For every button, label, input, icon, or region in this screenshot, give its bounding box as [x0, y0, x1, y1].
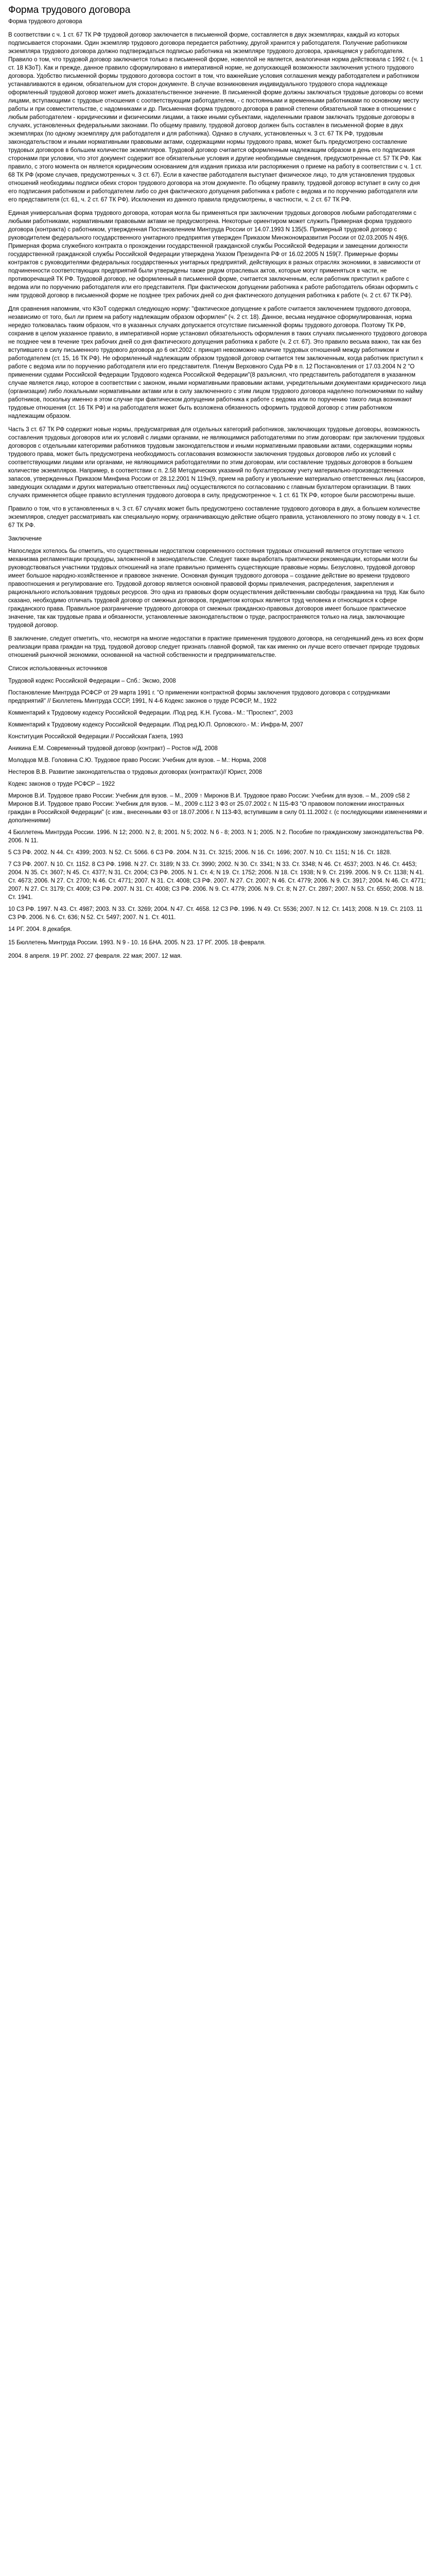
bibliography-list [8, 677, 428, 922]
page-subtitle: Форма трудового договора [8, 19, 82, 25]
bibliography-item: Нестеров В.В. Развитие законодательства о трудовых договорах (контрактах)// Юрист, 2008 [8, 769, 262, 775]
paragraph: Для сравнения напомним, что КЗоТ содержал следующую норму: "фактическое допущение к работе считается заключением трудового договора, независимо от того, был ли прием на работу надлежащим образом оформлен" (ч. 2 ст. 18). Данное, весьма неудачное сформулированная, норма нередко толковалась таким образом, что в указанных случаях допускается отсутствие письменной формы трудового договора. Поэтому ТК РФ, сохранив в целом указанное правило, в императивной норме установил обязательность оформления в таких случаях письменного трудового договора не позднее чем в течение трех рабочих дней со дня фактического допущения работника к работе (ч. 2 ст. 67). Это правило весьма важно, так как без вступившего в силу письменного трудового договора до 6 окт.2002 г. принцип невозможно наличие трудовых отношений между работником и работодателем (ст. 15, 16 ТК РФ). Не оформленный надлежащим образом трудовой договор считается тем заключенным, когда работник приступил к работе с ведома или по поручению работодателя или его представителя. Пленум Верховного Суда РФ в п. 12 Постановления от 17.03.2004 N 2 "О применении судами Российской Федерации Трудового кодекса Российской Федерации"(8 разъяснил, что представитель работодателя в указанном случае является лицо, которое в соответствии с законом, иными нормативными правовыми актами, учредительными документами юридического лица (организации) либо локальными нормативными актами или в силу заключенного с этим лицом трудового договора наделено полномочиями по найму работников, поскольку именно в этом случае при фактическом допущении работника к работе с ведома или по поручению такого лица возникают трудовые отношения (ст. 16 ТК РФ) и на работодателя может быть возложена обязанность оформить трудовой договор с этим работником надлежащим образом. [8, 306, 427, 419]
paragraph: Напоследок хотелось бы отметить, что существенным недостатком современного состояния трудовых отношений является отсутствие четкого механизма регламентации процедуры, заложенной в законодательстве. Следует также выработать практически рекомендации, которыми могли бы руководствоваться участники трудовых отношений на этапе правильно применять существующие правовые нормы. Безусловно, трудовой договор имеет большое народно-хозяйственное и правовое значение. Основная функция трудового договора – создание действие во времени трудового правоотношения и регулирование его. Трудовой договор является основной правовой формы привлечения, распределения, закрепления и рационального использования трудовых ресурсов. Это одна из правовых форм осуществления действенными свободы гражданина на труд. Как было сказано, необходимо отличать трудовой договор от смежных договоров, предметом которых является труд человека и относящихся к сфере гражданского права. Правильное разграничение трудового договора от смежных гражданско-правовых договоров имеет большое практическое значение, так как трудовые права и обязанности, установленные законодательством о труде, распространяются только на лица, заключающие трудовой договор. [8, 548, 425, 629]
bibliography-item: Комментарий к Трудовому кодексу Российской Федерации. /Под ред.Ю.П. Орловского.- М.: Инфра-М, 2007 [8, 722, 303, 728]
bibliography-item: Молодцов М.В. Головина С.Ю. Трудовое право России: Учебник для вузов. – М.: Норма, 2008 [8, 757, 267, 764]
footnote-line: 2004. 8 апреля. 19 РГ. 2002. 27 февраля. 22 мая; 2007. 12 мая. [8, 953, 182, 959]
bibliography-item: 10 С3 РФ. 1997. N 43. Ст. 4987; 2003. N 33. Ст. 3269; 2004. N 47. Ст. 4658. 12 С3 РФ. 1996. N 49. Ст. 5536; 2007. N 12. Ст. 1413; 2008. N 19. Ст. 2103. 11 С3 РФ. 2006. N 6. Ст. 636; N 52. Ст. 5497; 2007. N 1. Ст. 4011. [8, 906, 423, 921]
document-page [0, 0, 436, 976]
paragraph: Часть 3 ст. 67 ТК РФ содержит новые нормы, предусматривая для отдельных категорий работников, заключающих трудовые договоры, возможность составления трудовых договоров или их условий с лицами органами, не являющимися работодателями по этим договорам: при заключении трудовых договоров с отдельными категориями работников трудовым законодательством и иными нормативными правовыми актами, содержащими нормы трудового права, может быть предусмотрена необходимость согласования возможности заключения трудовых договоров либо их условий с соответствующими лицами или органами, не являющимися работодателями по этим договорам, или составление трудовых договоров в большем количестве экземпляров. Например, в соответствии с п. 2.58 Методических указаний по бухгалтерскому учету материально-производственных запасов, утвержденных Приказом Минфина России от 28.12.2001 N 119н(9, прием на работу и увольнение материально ответственных лиц (кассиров, заведующих складами и других материально ответственных лиц) осуществляются по согласованию с главным бухгалтером организации. В таких случаях применяется общее правило вступления трудового договора в силу, предусмотренное ч. 1 ст. 61 ТК РФ, которое были рассмотрены выше. [8, 427, 425, 499]
bibliography-item: Конституция Российской Федерации // Российская Газета, 1993 [8, 734, 183, 740]
bibliography-item: 5 С3 РФ. 2002. N 44. Ст. 4399; 2003. N 52. Ст. 5066. 6 С3 РФ. 2004. N 31. Ст. 3215; 2006. N 16. Ст. 1696; 2007. N 10. Ст. 1151; N 16. Ст. 1828. [8, 850, 392, 856]
bibliography-heading: Список использованных источников [8, 666, 108, 672]
bibliography-item: 4 Бюллетень Минтруда России. 1996. N 12; 2000. N 2, 8; 2001. N 5; 2002. N 6 - 8; 2003. N 1; 2005. N 2. Пособие по гражданскому законодательства РФ. 2006. N 11. [8, 829, 424, 844]
bibliography-item: Комментарий к Трудовому кодексу Российской Федерации. /Под ред. К.Н. Гусова.- М.: "Проспект", 2003 [8, 710, 293, 716]
footnote-tail [8, 925, 428, 960]
bibliography-item: Трудовой кодекс Российской Федерации – Спб.: Эксмо, 2008 [8, 678, 176, 684]
bibliography-item: Аникина Е.М. Современный трудовой договор (контракт) – Ростов н/Д, 2008 [8, 745, 218, 752]
body-text [8, 31, 428, 530]
page-title: Форма трудового договора [8, 5, 131, 15]
conclusion-text [8, 547, 428, 659]
bibliography-item: Кодекс законов о труде РСФСР – 1922 [8, 781, 115, 787]
paragraph: В соответствии с ч. 1 ст. 67 ТК РФ трудовой договор заключается в письменной форме, составляется в двух экземплярах, каждый из которых подписывается сторонами. Один экземпляр трудового договора передается работнику, другой хранится у работодателя. Получение работником экземпляра трудового договора должно подтверждаться подписью работника на экземпляре трудового договора, хранящемся у работодателя. Правило о том, что трудовой договор заключается только в письменной форме, новеллой не является, аналогичная норма действовала с 1992 г. (ч. 1 ст. 18 КЗоТ). Как и прежде, данное правило сформулировано в императивной норме, не допускающей возможности заключения устного трудового договора. Удобство письменной формы трудового договора состоит в том, что важнейшие условия соглашения между работодателем и работником устанавливаются в едином, обязательном для сторон документе. В случае возникновения индивидуального трудового спора надлежаще оформленный трудовой договор может иметь доказательственное значение. В письменной форме должны заключаться трудовые договоры со всеми лицами, вступающими с трудовые отношения с соответствующим работодателем, - с постоянными и временными работниками по основному месту работы и при совместительстве, с надомниками и др. Письменная форма трудового договора в равной степени обязательной также в отношении с любым работодателем - юридическими и физическими лицами, а также иными субъектами, наделенными правом заключать трудовые договоры в случаях, установленных федеральными законами. По общему правилу, трудовой договор должен быть составлен в письменной форме в двух экземплярах (по одному экземпляру для работодателя и для работника). Однако в случаях, установленных ч. 3 ст. 67 ТК РФ, трудовым законодательством и иными нормативными правовыми актами, содержащими нормы трудового права, может быть предусмотрено составление трудовых договоров в большем количестве экземпляров. Трудовой договор считается оформленным надлежащим образом в день его подписания сторонами при условии, что этот документ содержит все обязательные условия и другие необходимые сведения, предусмотренные ст. 57 ТК РФ. Как правило, с этого момента он является юридическим основанием для издания приказа или распоряжения о приеме на работу в соответствии с ч. 1 ст. 68 ТК РФ (кроме случаев, предусмотренных ч. 3 ст. 67). Если в качестве работодателя выступает физическое лицо, то для установления трудовых отношений необходимы подписи обеих сторон трудового договора на этом документе. По общему правилу, трудовой договор вступает в силу со дня его подписания работником и работодателем либо со дня фактического допущения работника к работе с ведома и по поручению работодателя или его представителя (ст. 61, ч. 2 ст. 67 ТК РФ). Исключения из данного правила предусмотрены, в частности, ч. 2 ст. 67 ТК РФ. [8, 32, 424, 203]
paragraph: В заключение, следует отметить, что, несмотря на многие недостатки в практике применения трудового договора, на сегодняшний день из всех форм реализации права граждан на труд, трудовой договор следует признать главной формой, так как именно он лучше всего отвечает природе трудовых отношений рыночной экономики, основанной на частной собственности и предпринимательстве. [8, 636, 424, 658]
bibliography-item: 7 С3 РФ. 2007. N 10. Ст. 1152. 8 С3 РФ. 1998. N 27. Ст. 3189; N 33. Ст. 3990; 2002. N 30. Ст. 3341; N 33. Ст. 3348; N 46. Ст. 4537; 2003. N 46. Ст. 4453; 2004. N 35. Ст. 3607; N 45. Ст. 4377; N 31. Ст. 2004; С3 РФ. 2005. N 1. Ст. 4; N 19. Ст. 1752; 2006. N 18. Ст. 1938; N 9. Ст. 2199. 2006. N 9. Ст. 1138; N 41. Ст. 4673; 2006. N 27. Ст. 2700; N 46. Ст. 4771; 2007. N 31. Ст. 4008; С3 РФ. 2007. N 27. Ст. 2007; N 46. Ст. 4779; 2006. N 9. Ст. 3917; 2004. N 46. Ст. 4771; 2007. N 27. Ст. 3179; Ст. 4009; С3 РФ. 2007. N 31. Ст. 4008; С3 РФ. 2006. N 9. Ст. 4779; 2006. N 9. Ст. 8; N 27. Ст. 2897; 2007. N 53. Ст. 6550; 2008. N 18. Ст. 1941. [8, 861, 426, 901]
conclusion-heading: Заключение [8, 536, 42, 542]
bibliography-item: Постановление Минтруда РСФСР от 29 марта 1991 г. "О применении контрактной формы заключения трудового договора с сотрудниками предприятий" // Бюллетень Минтруда СССР, 1991, N 4-6 Кодекс законов о труде РСФСР, М., 1922 [8, 690, 390, 704]
paragraph: Единая универсальная форма трудового договора, которая могла бы применяться при заключении трудовых договоров любыми работодателями с любыми работниками, нормативными правовыми актами не предусмотрена. Некоторые ориентиром может служить Примерная форма трудового договора (контракта) с работником, утвержденная Постановлением Минтруда России от 14.07.1993 N 135(5. Примерный трудовой договор с руководителем федерального государственного унитарного предприятия утвержден Приказом Минэкономразвития России от 02.03.2005 N 49(6. Примерная форма служебного контракта о прохождении государственной гражданской службы Российской Федерации и замещении должности государственной гражданской службы Российской Федерации утверждена Указом Президента РФ от 16.02.2005 N 159(7. Примерные формы контрактов с руководителями федеральных государственных унитарных предприятий, действующих в разных отраслях экономики, в зависимости от подчиненности соответствующих предприятий были утверждены также рядом отраслевых актов, которые могут применяться в части, не противоречащей ТК РФ. Трудовой договор, не оформленный в письменной форме, считается заключенным, если работник приступил к работе с ведома или по поручению работодателя или его представителя. При фактическом допущении работника к работе работодатель обязан оформить с ним трудовой договор в письменной форме не позднее трех рабочих дней со дня фактического допущения работника к работе (ч. 2 ст. 67 ТК РФ). [8, 210, 421, 299]
footnote-line: 15 Бюллетень Минтруда России. 1993. N 9 - 10. 16 БНА. 2005. N 23. 17 РГ. 2005. 18 февраля. [8, 940, 266, 946]
footnote-line: 14 РГ. 2004. 8 декабря. [8, 926, 72, 933]
paragraph: Правило о том, что в установленных в ч. 3 ст. 67 случаях может быть предусмотрено составление трудового договора в двух, а большем количестве экземпляров, следует рассматривать как специальную норму, ограничивающую действие общего правила, установленного по этому поводу в ч. 1 ст. 67 ТК РФ. [8, 506, 421, 529]
bibliography-item: Миронов В.И. Трудовое право России: Учебник для вузов. – М., 2009 ↑ Миронов В.И. Трудовое право России: Учебник для вузов. – М., 2009 с58 2 Миронов В.И. Трудовое право России: Учебник для вузов. – М., 2009 с.112 3 Ф3 от 25.07.2002 г. N 115-Ф3 "О правовом положении иностранных граждан в Российской Федерации" (с изм., внесенными Ф3 от 18.07.2006 г. N 113-Ф3, вступившим в силу 01.11.2002 г. (с последующими изменениями и дополнениями) [8, 793, 427, 824]
